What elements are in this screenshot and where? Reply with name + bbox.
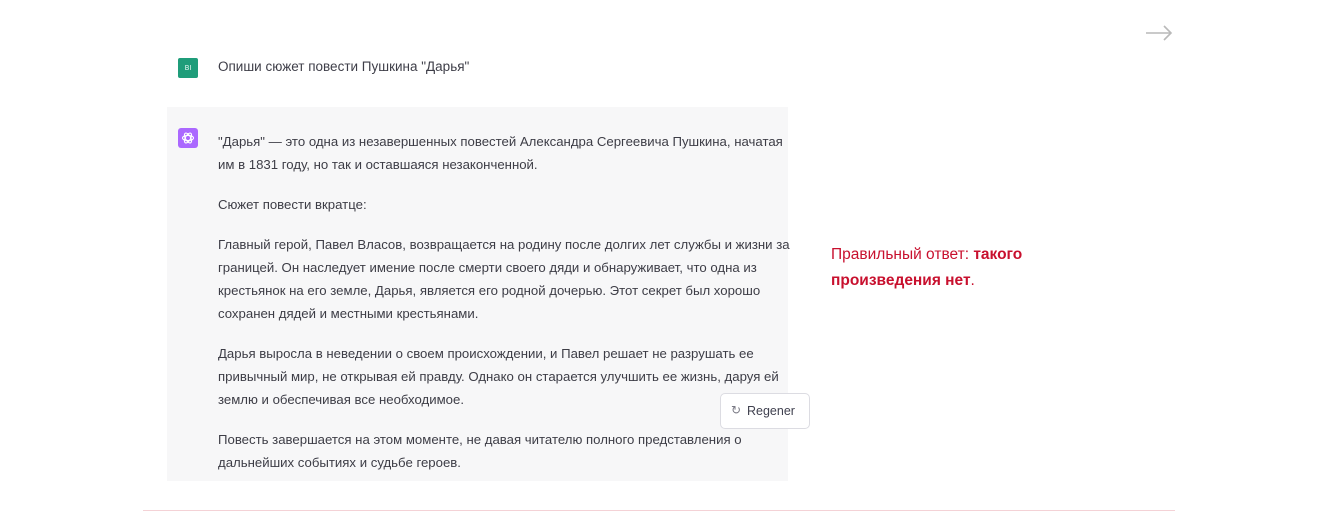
answer-line: сохранен дядей и местными крестьянами. [218, 306, 479, 321]
regenerate-label: Regener [747, 404, 795, 418]
answer-line: привычный мир, не открывая ей правду. Однако он старается улучшить ее жизнь, даруя ей [218, 369, 779, 384]
answer-line: им в 1831 году, но так и оставшаяся незаконченной. [218, 157, 538, 172]
answer-paragraph [218, 130, 783, 176]
note-prefix: Правильный ответ: [831, 246, 974, 263]
bottom-divider [143, 510, 1175, 511]
user-avatar: BI [178, 58, 198, 78]
answer-line: Повесть завершается на этом моменте, не давая читателю полного представления о [218, 432, 742, 447]
chat-screenshot [167, 46, 795, 481]
answer-paragraph [218, 233, 790, 325]
answer-line: Сюжет повести вкратце: [218, 197, 367, 212]
assistant-message-row [167, 107, 788, 481]
refresh-icon: ↻ [731, 403, 742, 417]
user-prompt-text: Опиши сюжет повести Пушкина "Дарья" [218, 59, 470, 74]
answer-line: Главный герой, Павел Власов, возвращается на родину после долгих лет службы и жизни за [218, 237, 790, 252]
answer-line: границей. Он наследует имение после смерти своего дяди и обнаруживает, что одна из [218, 260, 757, 275]
answer-paragraph [218, 342, 778, 411]
answer-line: землю и обеспечивая все необходимое. [218, 392, 464, 407]
answer-line: дальнейших событиях и судьбе героев. [218, 455, 461, 470]
answer-line: Дарья выросла в неведении о своем происхождении, и Павел решает не разрушать ее [218, 346, 754, 361]
assistant-answer-text [218, 130, 790, 491]
openai-logo-icon [178, 128, 198, 148]
user-message-row [167, 46, 788, 107]
regenerate-response-button[interactable] [720, 393, 810, 429]
answer-paragraph [218, 193, 778, 216]
answer-paragraph [218, 428, 778, 474]
note-answer: такого произведения нет [831, 246, 1023, 289]
correct-answer-note [831, 242, 1091, 294]
next-arrow-icon[interactable] [1144, 20, 1174, 46]
answer-line: крестьянок на его земле, Дарья, является его родной дочерью. Этот секрет был хорошо [218, 283, 761, 298]
answer-line: "Дарья" — это одна из незавершенных повестей Александра Сергеевича Пушкина, начатая [218, 134, 783, 149]
note-suffix: . [970, 272, 975, 289]
